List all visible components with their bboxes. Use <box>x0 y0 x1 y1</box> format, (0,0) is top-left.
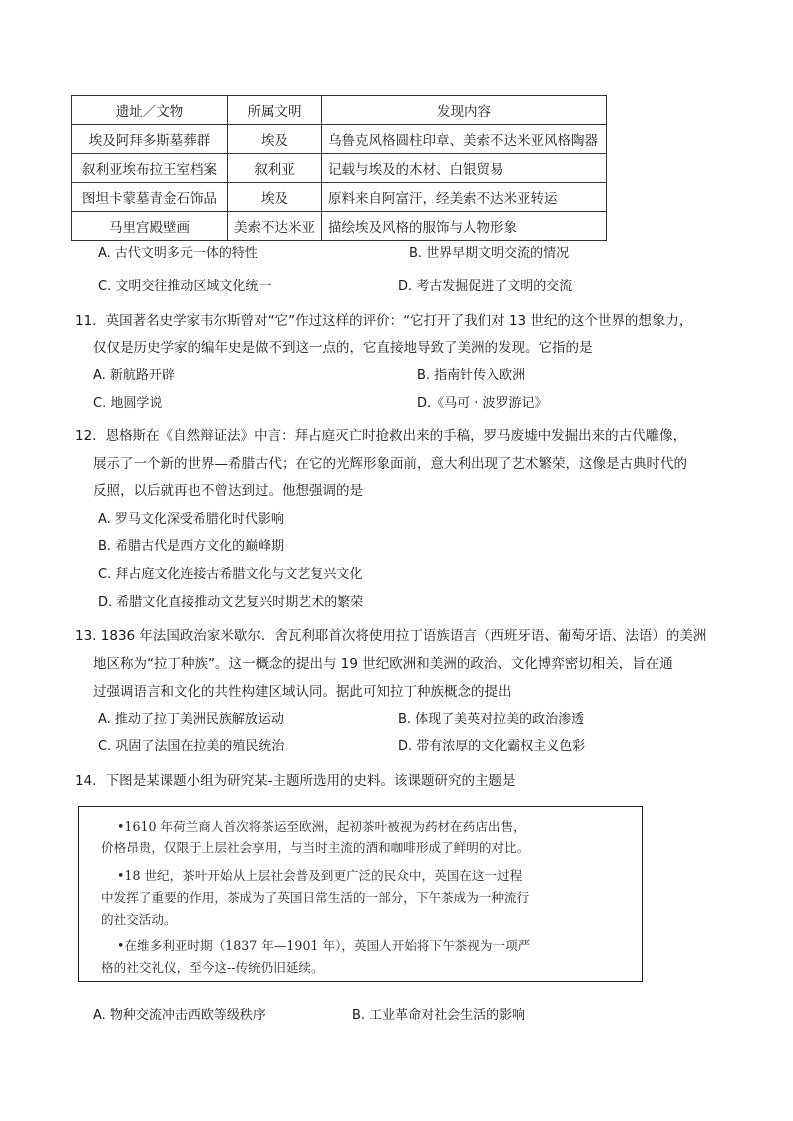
q12-option-b[interactable]: B. 希腊古代是西方文化的巅峰期 <box>98 539 285 554</box>
q10-option-a[interactable]: A. 古代文明多元一体的特性 <box>98 246 258 261</box>
table-row <box>72 212 607 241</box>
q10-option-c[interactable]: C. 文明交往推动区域文化统一 <box>98 279 272 294</box>
excerpt-line: •在维多利亚时期（1837 年—1901 年），英国人开始将下午茶视为一项严 <box>117 938 531 953</box>
table-cell: 埃及 <box>228 125 322 154</box>
q12-option-c[interactable]: C. 拜占庭文化连接古希腊文化与文艺复兴文化 <box>98 567 363 582</box>
q10-option-d[interactable]: D. 考古发掘促进了文明的交流 <box>398 279 573 294</box>
table-header-site: 遗址／文物 <box>72 96 228 125</box>
historical-excerpt-box <box>78 806 643 982</box>
excerpt-line: 格的社交礼仪，至今这--传统仍旧延续。 <box>101 960 324 975</box>
excerpt-line: 中发挥了重要的作用，茶成为了英国日常生活的一部分，下午茶成为一种流行 <box>101 890 530 905</box>
q12-option-d[interactable]: D. 希腊文化直接推动文艺复兴时期艺术的繁荣 <box>98 595 364 610</box>
q12-stem-line2: 展示了一个新的世界—希腊古代；在它的光辉形象面前，意大利出现了艺术繁荣，这像是古典时代的 <box>93 456 687 472</box>
q13-option-a[interactable]: A. 推动了拉丁美洲民族解放运动 <box>98 712 284 727</box>
table-row <box>72 183 607 212</box>
q12-stem-line1: 12．恩格斯在《自然辩证法》中言：拜占庭灭亡时抢救出来的手稿，罗马废墟中发掘出来的古代雕像， <box>75 428 687 444</box>
table-row <box>72 125 607 154</box>
q13-stem-line1: 13. 1836 年法国政治家米歇尔．舍瓦利耶首次将使用拉丁语族语言（西班牙语、葡萄牙语、法语）的美洲 <box>75 628 707 644</box>
q13-option-c[interactable]: C. 巩固了法国在拉美的殖民统治 <box>98 739 285 754</box>
q11-option-d[interactable]: D.《马可 · 波罗游记》 <box>417 396 548 411</box>
table-header-findings: 发现内容 <box>322 96 607 125</box>
table-cell: 叙利亚 <box>228 154 322 183</box>
q14-option-b[interactable]: B. 工业革命对社会生活的影响 <box>352 1008 526 1023</box>
excerpt-line: •18 世纪，茶叶开始从上层社会普及到更广泛的民众中，英国在这一过程 <box>117 868 523 883</box>
q13-stem-line2: 地区称为“拉丁种族”。这一概念的提出与 19 世纪欧洲和美洲的政治、文化博弈密切相关，旨在通 <box>93 656 673 672</box>
table-cell: 埃及 <box>228 183 322 212</box>
q11-option-b[interactable]: B. 指南针传入欧洲 <box>417 368 526 383</box>
table-cell: 美索不达米亚 <box>228 212 322 241</box>
table-cell: 图坦卡蒙墓青金石饰品 <box>72 183 228 212</box>
q12-option-a[interactable]: A. 罗马文化深受希腊化时代影响 <box>98 512 284 527</box>
table-cell: 描绘埃及风格的服饰与人物形象 <box>322 212 607 241</box>
q14-stem: 14．下图是某课题小组为研究某-主题所选用的史料。该课题研究的主题是 <box>75 773 516 789</box>
table-row <box>72 154 607 183</box>
table-cell: 记载与埃及的木材、白银贸易 <box>322 154 607 183</box>
q13-option-b[interactable]: B. 体现了美英对拉美的政治渗透 <box>398 712 585 727</box>
table-cell: 乌鲁克风格圆柱印章、美索不达米亚风格陶器 <box>322 125 607 154</box>
excerpt-line: 的社交活动。 <box>101 912 177 927</box>
q13-option-d[interactable]: D. 带有浓厚的文化霸权主义色彩 <box>398 739 586 754</box>
q11-option-a[interactable]: A. 新航路开辟 <box>93 368 175 383</box>
table-cell: 马里宫殿壁画 <box>72 212 228 241</box>
q11-stem-line1: 11．英国著名史学家韦尔斯曾对“它”作过这样的评价：“它打开了我们对 13 世纪的这个世界的想象力， <box>75 313 693 329</box>
q12-stem-line3: 反照，以后就再也不曾达到过。他想强调的是 <box>93 483 363 499</box>
civilization-finds-table <box>71 95 607 241</box>
table-header-civilization: 所属文明 <box>228 96 322 125</box>
table-cell: 埃及阿拜多斯墓葬群 <box>72 125 228 154</box>
table-header-row <box>72 96 607 125</box>
q11-stem-line2: 仅仅是历史学家的编年史是做不到这一点的，它直接地导致了美洲的发现。它指的是 <box>93 340 593 356</box>
table-cell: 原料来自阿富汗，经美索不达米亚转运 <box>322 183 607 212</box>
excerpt-line: 价格昂贵，仅限于上层社会享用，与当时主流的酒和咖啡形成了鲜明的对比。 <box>101 840 530 855</box>
table-cell: 叙利亚埃布拉王室档案 <box>72 154 228 183</box>
q13-stem-line3: 过强调语言和文化的共性构建区域认同。据此可知拉丁种族概念的提出 <box>93 684 512 700</box>
q14-option-a[interactable]: A. 物种交流冲击西欧等级秩序 <box>93 1008 266 1023</box>
q11-option-c[interactable]: C. 地圆学说 <box>93 396 163 411</box>
q10-option-b[interactable]: B. 世界早期文明交流的情况 <box>409 246 570 261</box>
excerpt-line: •1610 年荷兰商人首次将茶运至欧洲，起初茶叶被视为药材在药店出售， <box>117 819 526 834</box>
